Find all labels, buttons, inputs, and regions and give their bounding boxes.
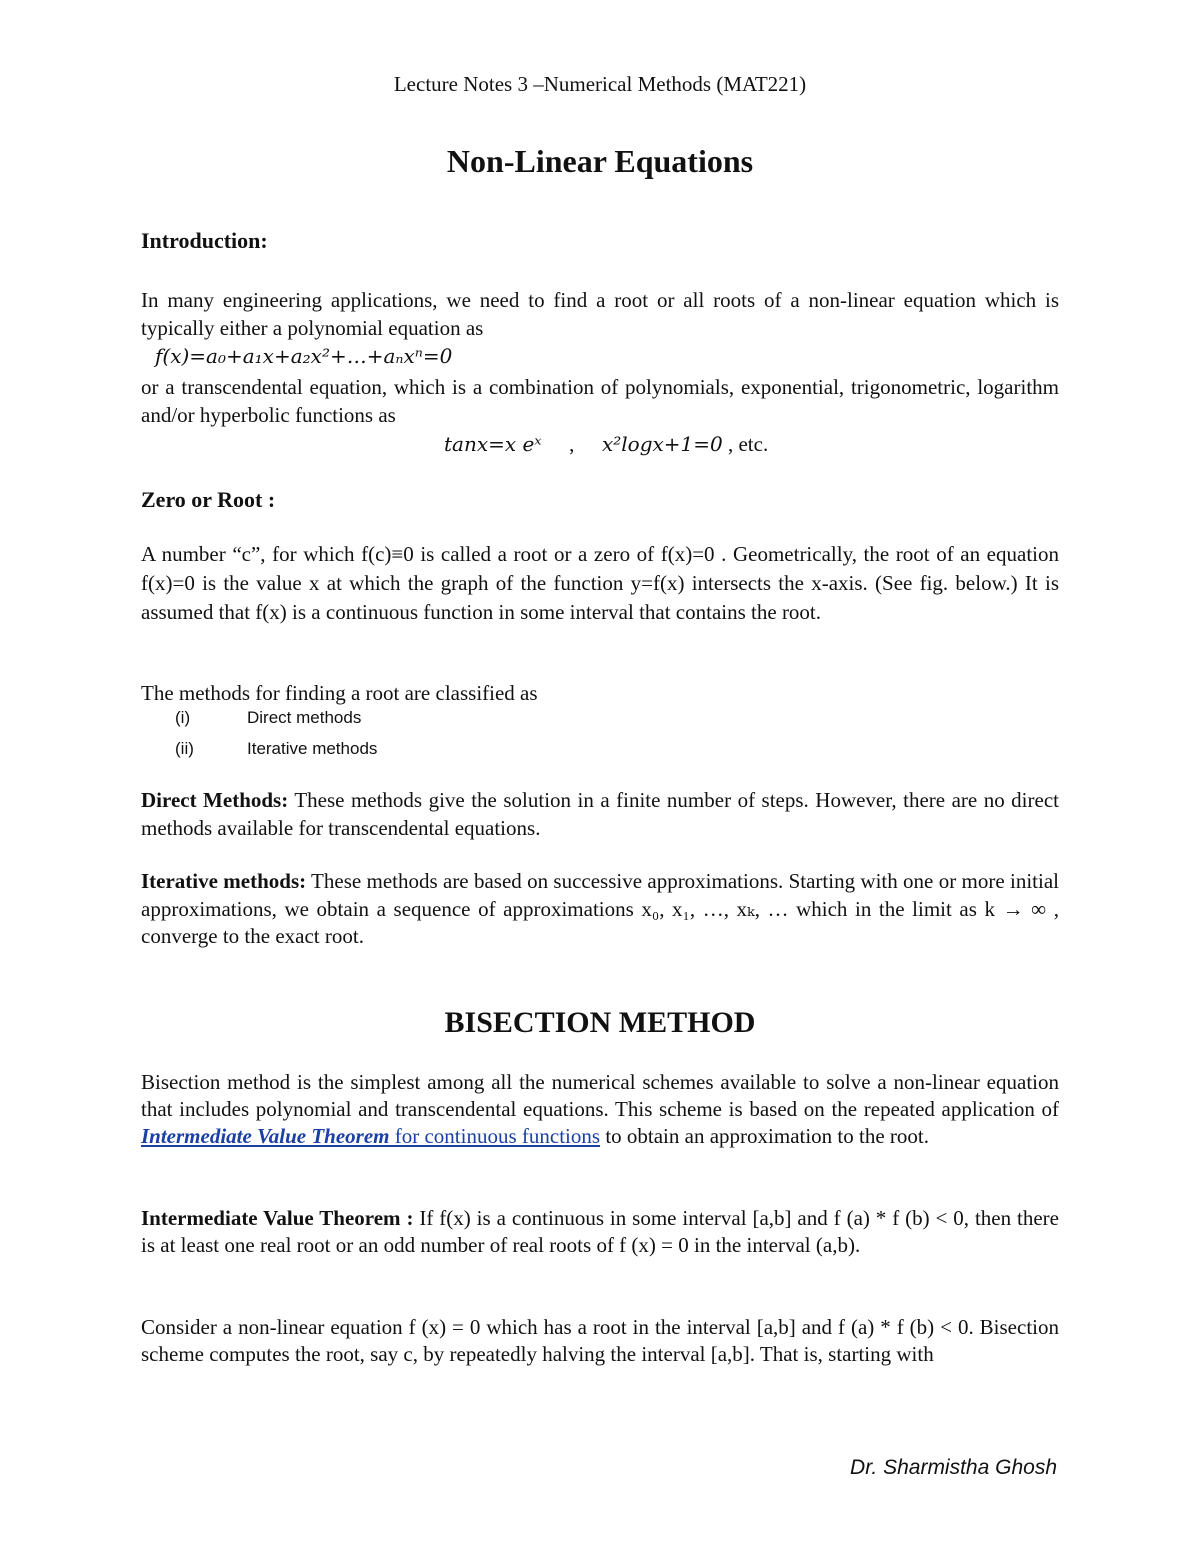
ivt-paragraph: Intermediate Value Theorem : If f(x) is a continuous in some interval [a,b] and f (a) * f (b) < 0, then there is at least one real root or an odd number of real roots of f (x) = 0 in the interval (a,b). (141, 1206, 1059, 1257)
polynomial-equation: f(x)=a₀+a₁x+a₂x²+…+aₙxⁿ=0 (155, 344, 453, 368)
section-heading-zero-root: Zero or Root : (141, 487, 276, 512)
bisection-method-heading: BISECTION METHOD (444, 1006, 756, 1039)
direct-methods-label: Direct Methods: (141, 788, 289, 812)
page-header: Lecture Notes 3 –Numerical Methods (MAT221) (393, 72, 807, 96)
methods-intro: The methods for finding a root are classified as (141, 681, 538, 705)
bisection-paragraph-1: Bisection method is the simplest among all the numerical schemes available to solve a non-linear equation that includes polynomial and transcendental equations. This scheme is based on the repeated application of Intermediate Value Theorem for continuous functions to obtain an approximation to the root. (141, 1070, 1059, 1148)
zero-root-paragraph: A number “c”, for which f(c)≡0 is called a root or a zero of f(x)=0 . Geometrically, the root of an equation f(x)=0 is the value x at which the graph of the function y=f(x) intersects the x-axis. (See fig. below.) It is assumed that f(x) is a continuous function in some interval that contains the root. (141, 542, 1059, 624)
method-item-1-label: Direct methods (247, 708, 362, 727)
etc-text: , etc. (727, 432, 769, 456)
equation-log: x²logx+1=0 (601, 432, 723, 456)
method-item-2-label: Iterative methods (247, 739, 378, 758)
method-item-2-num: (ii) (175, 739, 194, 758)
iterative-methods-paragraph: Iterative methods: These methods are based on successive approximations. Starting with one or more initial approximations, we obtain a sequence of approximations x₀, x₁, …, xₖ, … which in the limit as k → ∞ , converge to the exact root. (141, 869, 1059, 948)
intro-paragraph-2: or a transcendental equation, which is a combination of polynomials, exponential, trigonometric, logarithm and/or hyperbolic functions as (141, 375, 1059, 427)
equation-tan: tanx=x eˣ (444, 432, 542, 456)
continuous-functions-link[interactable]: for continuous functions (389, 1124, 601, 1148)
ivt-label: Intermediate Value Theorem : (141, 1206, 414, 1230)
transcendental-examples: tanx=x eˣ , x²logx+1=0 , etc. (444, 432, 769, 456)
bisection-paragraph-3: Consider a non-linear equation f (x) = 0 which has a root in the interval [a,b] and f (a) * f (b) < 0. Bisection scheme computes the root, say c, by repeatedly halving the interval [a,b]. That is, starting with (141, 1315, 1059, 1366)
intro-paragraph-1: In many engineering applications, we need to find a root or all roots of a non-linear equation which is typically either a polynomial equation as (141, 288, 1059, 340)
author-name: Dr. Sharmistha Ghosh (850, 1456, 1057, 1479)
page-title: Non-Linear Equations (446, 143, 754, 179)
section-heading-introduction: Introduction: (141, 228, 268, 253)
direct-methods-paragraph: Direct Methods: These methods give the solution in a finite number of steps. However, there are no direct methods available for transcendental equations. (141, 788, 1059, 840)
iterative-methods-label: Iterative methods: (141, 869, 307, 893)
ivt-link[interactable]: Intermediate Value Theorem (141, 1124, 390, 1148)
method-item-1-num: (i) (175, 708, 191, 727)
